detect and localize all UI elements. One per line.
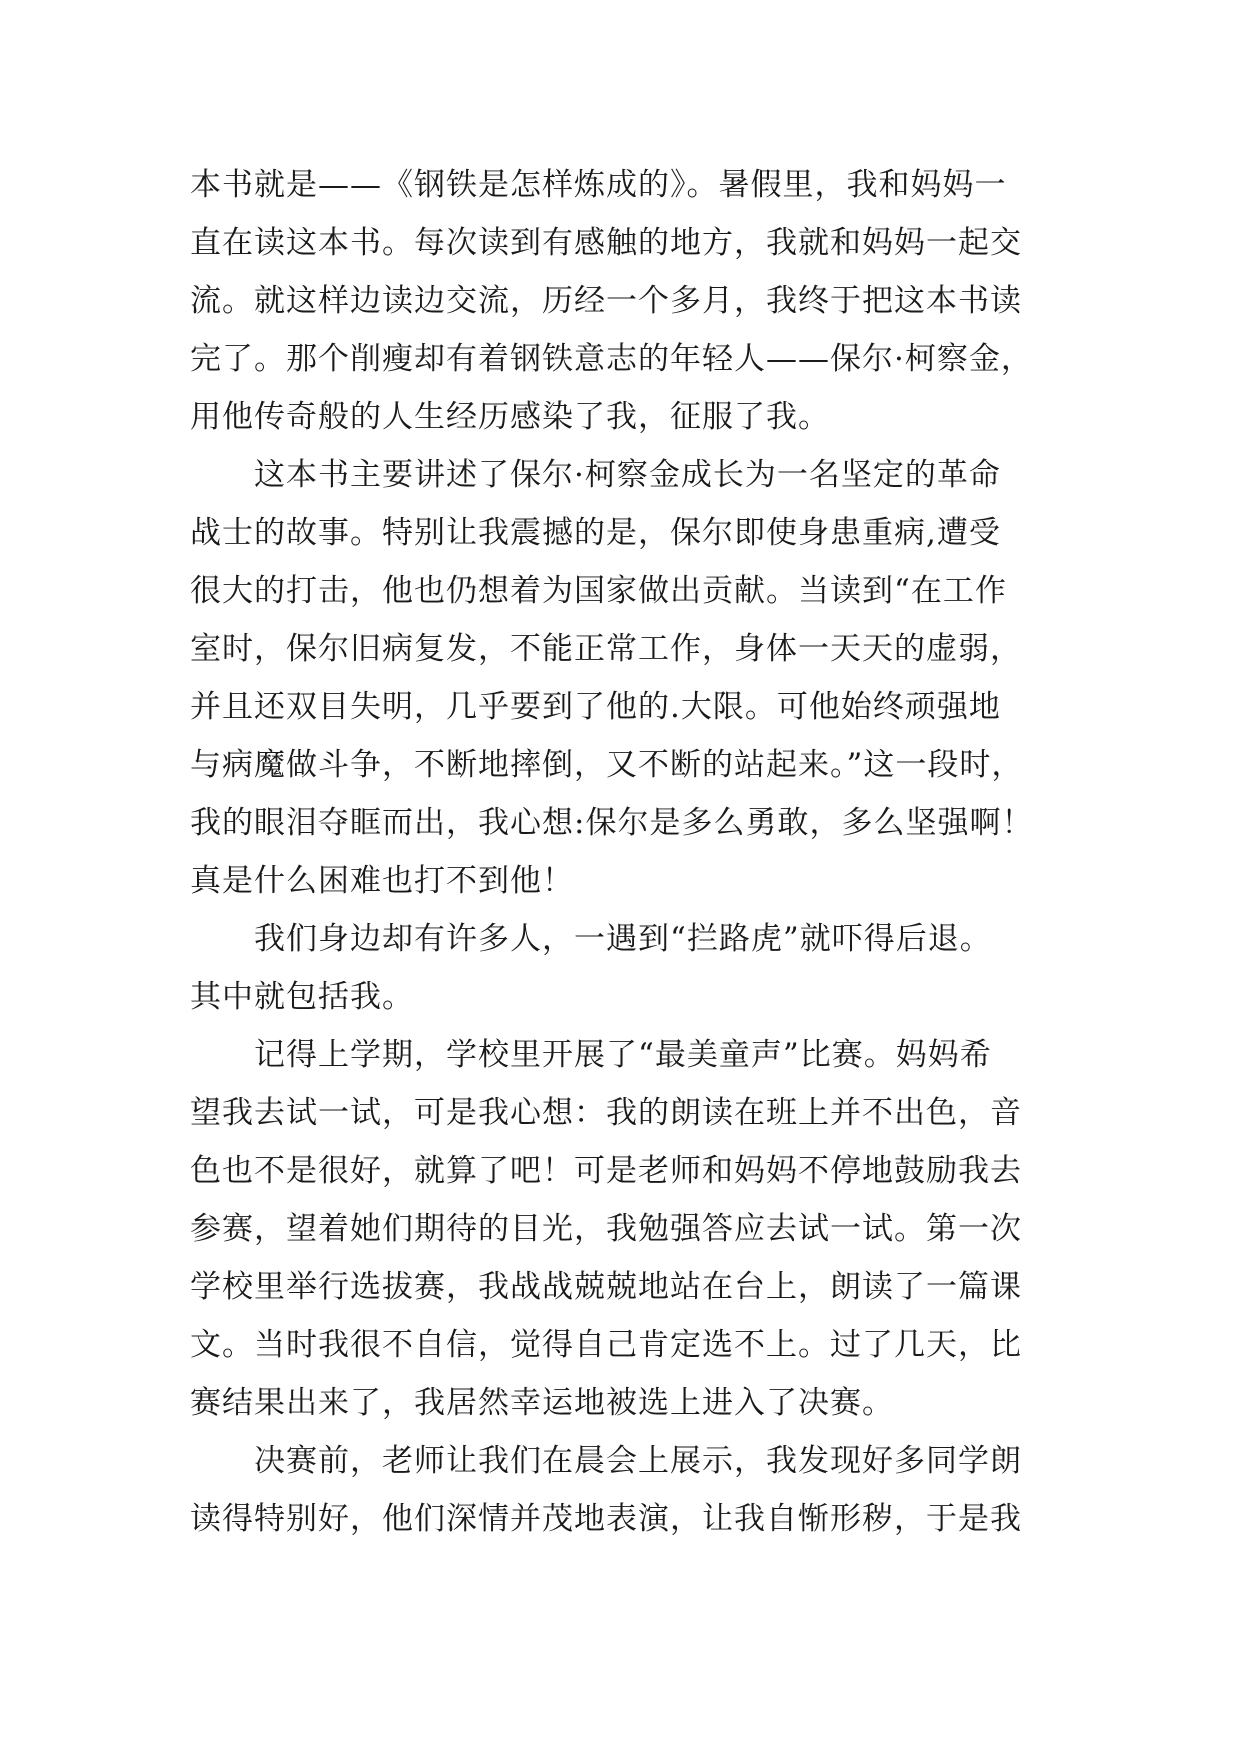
essay-body — [190, 156, 1070, 1548]
text-line: 文。当时我很不自信，觉得自己肯定选不上。过了几天，比 — [190, 1327, 1022, 1363]
text-line: 色也不是很好，就算了吧！可是老师和妈妈不停地鼓励我去 — [190, 1153, 1022, 1189]
text-line: 完了。那个削瘦却有着钢铁意志的年轻人——保尔·柯察金， — [190, 341, 1033, 377]
text-line: 很大的打击，他也仍想着为国家做出贡献。当读到“在工作 — [190, 573, 1007, 609]
text-line: 真是什么困难也打不到他！ — [190, 863, 574, 899]
text-line: 室时，保尔旧病复发，不能正常工作，身体一天天的虚弱， — [190, 631, 1022, 667]
paragraph-start-line: 我们身边却有许多人，一遇到“拦路虎”就吓得后退。 — [254, 921, 992, 957]
text-line: 参赛，望着她们期待的目光，我勉强答应去试一试。第一次 — [190, 1211, 1022, 1247]
text-line: 本书就是——《钢铁是怎样炼成的》。暑假里，我和妈妈一 — [190, 167, 1007, 203]
text-line: 并且还双目失明，几乎要到了他的.大限。可他始终顽强地 — [190, 689, 1001, 725]
text-line: 流。就这样边读边交流，历经一个多月，我终于把这本书读 — [190, 283, 1022, 319]
text-line: 直在读这本书。每次读到有感触的地方，我就和妈妈一起交 — [190, 225, 1022, 261]
text-line: 望我去试一试，可是我心想：我的朗读在班上并不出色，音 — [190, 1095, 1022, 1131]
text-line: 其中就包括我。 — [190, 979, 414, 1015]
paragraph-start-line: 决赛前，老师让我们在晨会上展示，我发现好多同学朗 — [254, 1443, 1022, 1479]
text-line: 用他传奇般的人生经历感染了我，征服了我。 — [190, 399, 830, 435]
paragraph-start-line: 这本书主要讲述了保尔·柯察金成长为一名坚定的革命 — [254, 457, 1001, 493]
text-line: 战士的故事。特别让我震撼的是，保尔即使身患重病,遭受 — [190, 515, 1001, 551]
text-line: 读得特别好，他们深情并茂地表演，让我自惭形秽，于是我 — [190, 1501, 1022, 1537]
text-line: 学校里举行选拔赛，我战战兢兢地站在台上，朗读了一篇课 — [190, 1269, 1022, 1305]
text-line: 我的眼泪夺眶而出，我心想:保尔是多么勇敢，多么坚强啊！ — [190, 805, 1034, 841]
paragraph-start-line: 记得上学期，学校里开展了“最美童声”比赛。妈妈希 — [254, 1037, 992, 1073]
text-line: 与病魔做斗争，不断地摔倒，又不断的站起来。”这一段时， — [190, 747, 1024, 783]
text-line: 赛结果出来了，我居然幸运地被选上进入了决赛。 — [190, 1385, 894, 1421]
